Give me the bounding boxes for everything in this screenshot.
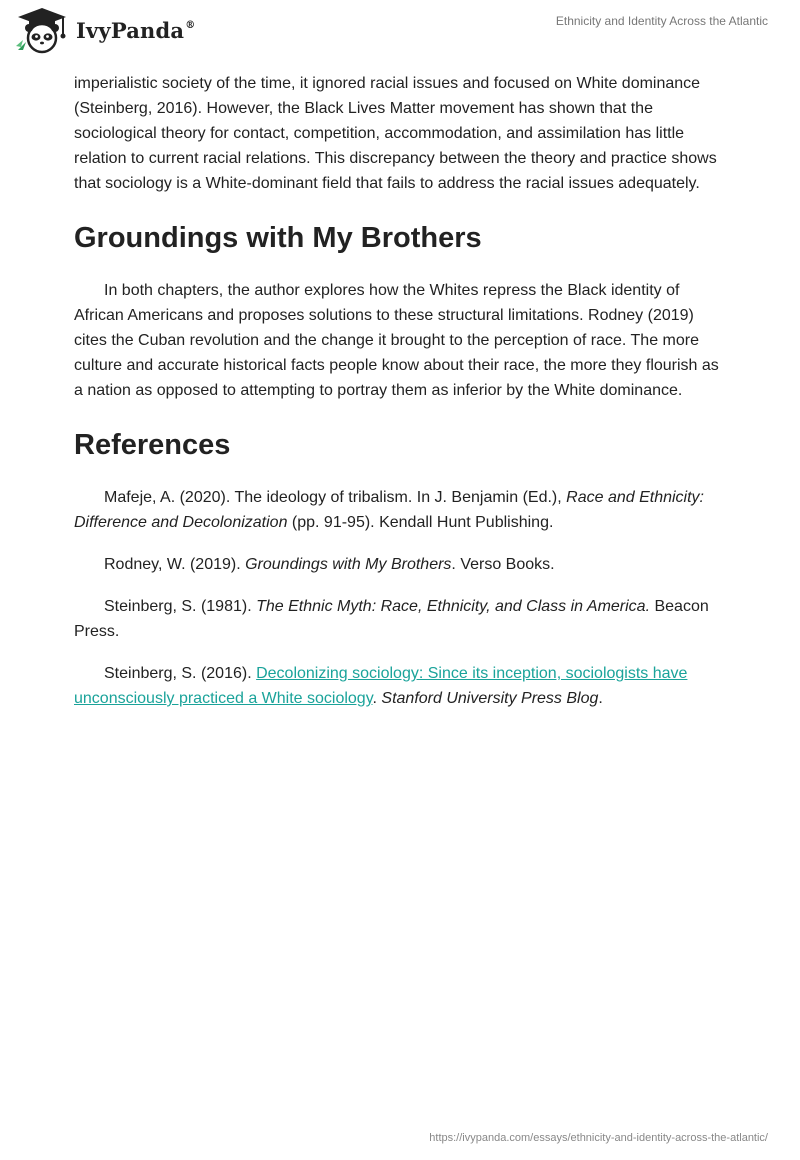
reference-text: Mafeje, A. (2020). The ideology of tribalism. In J. Benjamin (Ed.), (104, 489, 567, 506)
essay-content (74, 71, 726, 728)
logo-text (76, 18, 195, 43)
reference-text: . (598, 690, 603, 707)
reference-title: The Ethnic Myth: Race, Ethnicity, and Class in America. (256, 598, 651, 615)
references-heading: References (74, 429, 231, 461)
reference-link[interactable]: Decolonizing sociology: Since its inception, sociologists have unconsciously practiced a White sociology (74, 665, 688, 707)
reference-text: . (372, 690, 382, 707)
page-url: https://ivypanda.com/essays/ethnicity-and-identity-across-the-atlantic/ (429, 1132, 768, 1144)
reference-item (74, 661, 726, 711)
logo-wordmark: IvyPanda (76, 17, 185, 43)
reference-text: Steinberg, S. (2016). (104, 665, 257, 682)
reference-item (74, 485, 726, 535)
reference-item (74, 552, 726, 577)
reference-title: Race and Ethnicity: Difference and Decolonization (74, 489, 704, 531)
reference-text: . Verso Books. (451, 556, 555, 573)
section-heading-groundings: Groundings with My Brothers (74, 222, 482, 254)
groundings-paragraph: In both chapters, the author explores how the Whites repress the Black identity of African Americans and proposes solutions to these structural limitations. Rodney (2019) cites the Cuban revolution and the change it brought to the perception of race. The more culture and accurate historical facts people know about their race, the more they flourish as a nation as opposed to attempting to portray them as inferior by the White dominance. (74, 282, 719, 399)
panda-graduate-logo-icon (14, 6, 70, 54)
reference-text: Beacon Press. (74, 598, 709, 640)
ivypanda-logo[interactable] (14, 6, 195, 54)
reference-text: Steinberg, S. (1981). (104, 598, 257, 615)
reference-item (74, 594, 726, 644)
reference-title: Stanford University Press Blog (381, 690, 599, 707)
reference-text: (pp. 91-95). Kendall Hunt Publishing. (287, 514, 554, 531)
intro-paragraph: imperialistic society of the time, it ignored racial issues and focused on White dominance (Steinberg, 2016). However, the Black Lives Matter movement has shown that the sociological theory for contact, competition, accommodation, and assimilation has little relation to current racial relations. This discrepancy between the theory and practice shows that sociology is a White-dominant field that fails to address the racial issues adequately. (74, 75, 717, 192)
page-header (0, 0, 800, 66)
document-title: Ethnicity and Identity Across the Atlantic (555, 14, 768, 28)
reference-text: Rodney, W. (2019). (104, 556, 246, 573)
registered-mark: ® (185, 19, 196, 31)
reference-title: Groundings with My Brothers (245, 556, 452, 573)
